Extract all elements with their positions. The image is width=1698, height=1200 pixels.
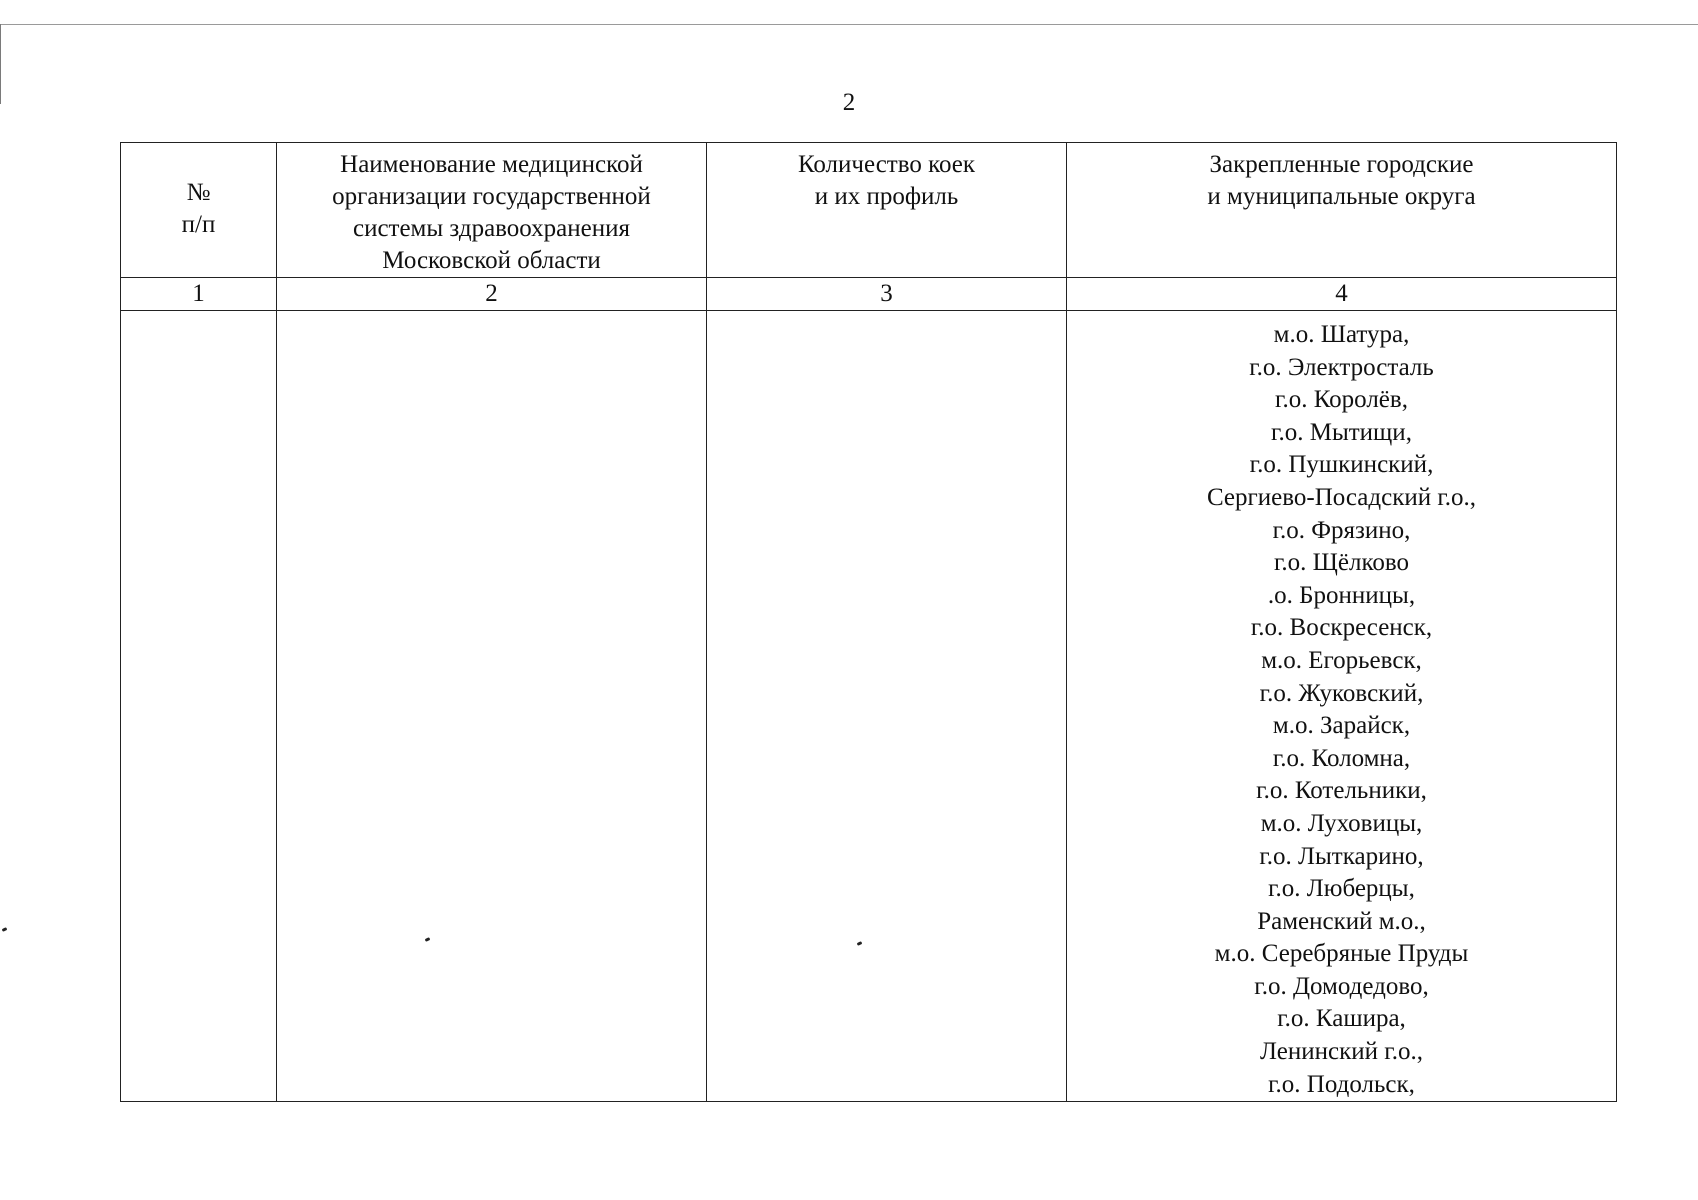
list-item: Раменский м.о., [1257, 907, 1426, 935]
list-item: г.о. Котельники, [1256, 777, 1427, 805]
table-row [121, 311, 1617, 1102]
column-index: 3 [707, 278, 1067, 311]
list-item: г.о. Подольск, [1268, 1070, 1415, 1098]
header-districts-cell [1067, 143, 1617, 278]
header-beds-line: Количество коек [797, 151, 976, 178]
list-item: г.о. Жуковский, [1259, 679, 1424, 707]
header-org [277, 143, 706, 277]
header-num-line: № [186, 179, 211, 206]
header-beds-line: и их профиль [814, 183, 959, 210]
header-districts-line: и муниципальные округа [1207, 183, 1476, 210]
list-item: г.о. Воскресенск, [1250, 614, 1433, 642]
header-org-line: Московской области [382, 247, 601, 274]
list-item: г.о. Домодедово, [1254, 972, 1429, 1000]
list-item: м.о. Серебряные Пруды [1214, 940, 1469, 968]
row-org-cell [277, 311, 707, 1102]
scan-edge-top [0, 24, 1698, 25]
header-districts-line: Закрепленные городские [1209, 151, 1474, 178]
list-item: м.о. Луховицы, [1260, 809, 1423, 837]
column-index: 2 [277, 278, 707, 311]
list-item: м.о. Егорьевск, [1261, 646, 1422, 674]
list-item: г.о. Пушкинский, [1249, 451, 1434, 479]
header-num-line: п/п [181, 211, 216, 238]
list-item: Сергиево-Посадский г.о., [1206, 483, 1477, 511]
header-org-line: организации государственной [332, 183, 651, 210]
list-item: г.о. Мытищи, [1271, 418, 1412, 446]
column-index-row [121, 278, 1617, 311]
districts-table [120, 142, 1617, 1102]
header-org-line: Наименование медицинской [340, 151, 643, 178]
list-item: м.о. Шатура, [1273, 321, 1410, 348]
list-item: м.о. Зарайск, [1272, 712, 1411, 740]
list-item: г.о. Лыткарино, [1259, 842, 1424, 870]
column-index: 4 [1067, 278, 1617, 311]
list-item: г.о. Фрязино, [1272, 516, 1411, 544]
list-item: г.о. Люберцы, [1268, 875, 1415, 903]
scan-speck [2, 927, 8, 932]
list-item: г.о. Коломна, [1272, 744, 1411, 772]
header-org-cell [277, 143, 707, 278]
list-item: г.о. Щёлково [1274, 549, 1409, 577]
header-org-line: системы здравоохранения [352, 215, 631, 242]
list-item: Ленинский г.о., [1260, 1038, 1423, 1066]
header-num [121, 143, 276, 241]
column-index: 1 [121, 278, 277, 311]
districts-list [1067, 311, 1616, 1101]
page-number: 2 [842, 89, 856, 116]
list-item: г.о. Электросталь [1249, 353, 1434, 381]
list-item: .о. Бронницы, [1267, 581, 1416, 609]
list-item: г.о. Королёв, [1275, 386, 1408, 414]
header-num-cell [121, 143, 277, 278]
header-row [121, 143, 1617, 278]
list-item: г.о. Кашира, [1277, 1005, 1406, 1033]
row-districts-cell [1067, 311, 1617, 1102]
header-beds-cell [707, 143, 1067, 278]
row-beds-cell [707, 311, 1067, 1102]
row-num-cell [121, 311, 277, 1102]
header-beds [707, 143, 1066, 213]
header-districts [1067, 143, 1616, 213]
